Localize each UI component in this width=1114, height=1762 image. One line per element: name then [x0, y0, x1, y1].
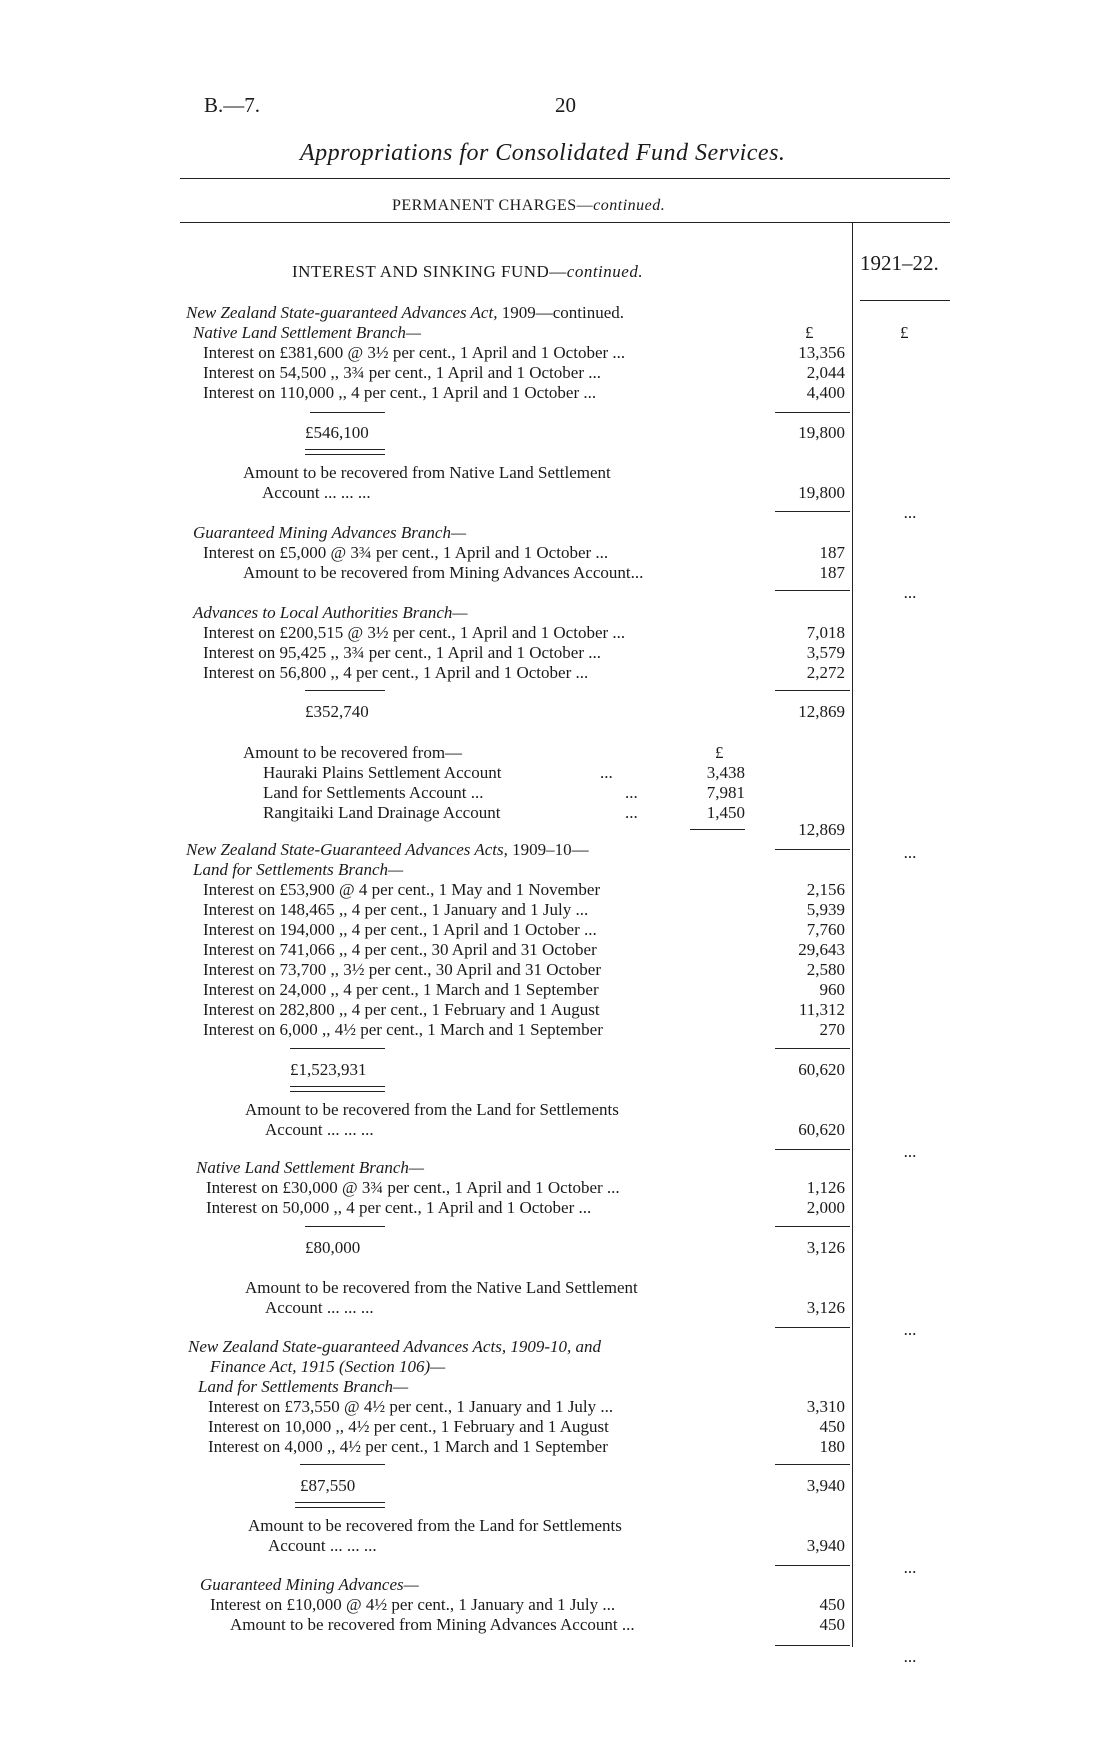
principal-total: £1,523,931 [290, 1060, 367, 1079]
table-row: Interest on 4,000 ,, 4½ per cent., 1 March and 1 September [208, 1437, 608, 1456]
row-amount: 3,579 [806, 643, 845, 662]
row-amount: 187 [819, 563, 845, 582]
recovery-amount: 3,940 [806, 1536, 845, 1555]
ellipsis: ... [903, 843, 917, 862]
block-4-branch: Land for Settlements Branch— [193, 860, 404, 879]
principal-total: £80,000 [305, 1238, 361, 1257]
table-row: Interest on 24,000 ,, 4 per cent., 1 March and 1 September [203, 980, 599, 999]
table-row: Interest on £5,000 @ 3¾ per cent., 1 April and 1 October ... [203, 543, 609, 562]
recovery-text: Amount to be recovered from the Land for Settlements [245, 1100, 619, 1119]
pound-symbol: £ [715, 743, 724, 762]
section-subtitle: PERMANENT CHARGES—continued. [392, 197, 666, 214]
table-row: Interest on £73,550 @ 4½ per cent., 1 January and 1 July ... [208, 1397, 614, 1416]
row-amount: 3,310 [806, 1397, 845, 1416]
block-6-title: Finance Act, 1915 (Section 106)— [210, 1357, 446, 1376]
recovery-text: Account ... ... ... [268, 1536, 377, 1555]
block-6-title: New Zealand State-guaranteed Advances Acts, 1909-10, and [188, 1337, 601, 1356]
pound-symbol: £ [900, 323, 909, 342]
block-total: 19,800 [798, 423, 845, 442]
row-amount: 11,312 [798, 1000, 845, 1019]
row-amount: 960 [819, 980, 845, 999]
block-total: 60,620 [798, 1060, 845, 1079]
block-2-branch: Guaranteed Mining Advances Branch— [193, 523, 467, 542]
block-4-title: New Zealand State-Guaranteed Advances Acts, 1909–10— [186, 840, 589, 859]
block-1-title: New Zealand State-guaranteed Advances Act, 1909—continued. [186, 303, 625, 322]
table-row: Interest on 110,000 ,, 4 per cent., 1 April and 1 October ... [203, 383, 597, 402]
ellipsis: ... [903, 1142, 917, 1161]
recovery-amount: 3,126 [806, 1298, 845, 1317]
row-amount: 4,400 [806, 383, 845, 402]
recovery-item-dots: ... [625, 803, 638, 822]
recovery-text: Account ... ... ... [262, 483, 371, 502]
table-row: Interest on 56,800 ,, 4 per cent., 1 April and 1 October ... [203, 663, 589, 682]
row-amount: 2,580 [806, 960, 845, 979]
table-row: Interest on 54,500 ,, 3¾ per cent., 1 April and 1 October ... [203, 363, 601, 382]
row-amount: 2,272 [806, 663, 845, 682]
recovery-item-amount: 3,438 [706, 763, 745, 782]
recovery-amount: 60,620 [798, 1120, 845, 1139]
table-row: Interest on 50,000 ,, 4 per cent., 1 April and 1 October ... [206, 1198, 592, 1217]
table-row: Interest on 741,066 ,, 4 per cent., 30 April and 31 October [203, 940, 597, 959]
principal-total: £546,100 [305, 423, 369, 442]
row-amount: 450 [819, 1595, 845, 1614]
recovery-item-name: Land for Settlements Account ... [263, 783, 484, 802]
block-6-branch: Land for Settlements Branch— [198, 1377, 409, 1396]
table-row: Interest on 73,700 ,, 3½ per cent., 30 April and 31 October [203, 960, 601, 979]
table-row: Interest on 6,000 ,, 4½ per cent., 1 March and 1 September [203, 1020, 603, 1039]
recovery-text: Account ... ... ... [265, 1298, 374, 1317]
recovery-text: Amount to be recovered from Native Land Settlement [243, 463, 611, 482]
row-amount: 7,760 [806, 920, 845, 939]
table-row: Interest on £200,515 @ 3½ per cent., 1 April and 1 October ... [203, 623, 626, 642]
row-amount: 2,156 [806, 880, 845, 899]
block-5-branch: Native Land Settlement Branch— [196, 1158, 425, 1177]
recovery-item-amount: 1,450 [706, 803, 745, 822]
ellipsis: ... [903, 1558, 917, 1577]
table-row: Amount to be recovered from Mining Advances Account... [243, 563, 644, 582]
principal-total: £352,740 [305, 702, 369, 721]
row-amount: 450 [819, 1615, 845, 1634]
table-row: Interest on 148,465 ,, 4 per cent., 1 January and 1 July ... [203, 900, 589, 919]
ellipsis: ... [903, 1320, 917, 1339]
block-1-branch: Native Land Settlement Branch— [193, 323, 422, 342]
recovery-text: Amount to be recovered from the Native Land Settlement [245, 1278, 638, 1297]
row-amount: 180 [819, 1437, 845, 1456]
row-amount: 270 [819, 1020, 845, 1039]
recovery-item-dots: ... [600, 763, 613, 782]
recovery-text: Amount to be recovered from the Land for Settlements [248, 1516, 622, 1535]
row-amount: 5,939 [806, 900, 845, 919]
recovery-heading: Amount to be recovered from— [243, 743, 463, 762]
table-row: Interest on 95,425 ,, 3¾ per cent., 1 April and 1 October ... [203, 643, 601, 662]
block-total: 3,940 [806, 1476, 845, 1495]
row-amount: 2,044 [806, 363, 845, 382]
recovery-item-name: Rangitaiki Land Drainage Account [263, 803, 501, 822]
table-row: Interest on 194,000 ,, 4 per cent., 1 April and 1 October ... [203, 920, 597, 939]
block-3-branch: Advances to Local Authorities Branch— [193, 603, 468, 622]
row-amount: 7,018 [806, 623, 845, 642]
page-number: 20 [555, 93, 576, 117]
recovery-amount: 12,869 [798, 820, 845, 839]
pound-symbol: £ [805, 323, 814, 342]
recovery-amount: 19,800 [798, 483, 845, 502]
recovery-item-name: Hauraki Plains Settlement Account [263, 763, 502, 782]
page-title: Appropriations for Consolidated Fund Services. [300, 140, 786, 166]
block-total: 3,126 [806, 1238, 845, 1257]
table-row: Interest on £30,000 @ 3¾ per cent., 1 April and 1 October ... [206, 1178, 620, 1197]
row-amount: 450 [819, 1417, 845, 1436]
ellipsis: ... [903, 583, 917, 602]
principal-total: £87,550 [300, 1476, 356, 1495]
row-amount: 29,643 [798, 940, 845, 959]
row-amount: 13,356 [798, 343, 845, 362]
table-row: Interest on 10,000 ,, 4½ per cent., 1 February and 1 August [208, 1417, 609, 1436]
block-7-branch: Guaranteed Mining Advances— [200, 1575, 419, 1594]
row-amount: 187 [819, 543, 845, 562]
ellipsis: ... [903, 1647, 917, 1666]
row-amount: 1,126 [806, 1178, 845, 1197]
table-row: Interest on £381,600 @ 3½ per cent., 1 April and 1 October ... [203, 343, 626, 362]
row-amount: 2,000 [806, 1198, 845, 1217]
recovery-item-amount: 7,981 [706, 783, 745, 802]
recovery-text: Account ... ... ... [265, 1120, 374, 1139]
section-heading: INTEREST AND SINKING FUND—continued. [292, 262, 644, 281]
ellipsis: ... [903, 503, 917, 522]
table-row: Interest on £53,900 @ 4 per cent., 1 May and 1 November [203, 880, 601, 899]
block-total: 12,869 [798, 702, 845, 721]
table-row: Amount to be recovered from Mining Advances Account ... [230, 1615, 635, 1634]
table-row: Interest on 282,800 ,, 4 per cent., 1 February and 1 August [203, 1000, 600, 1019]
table-row: Interest on £10,000 @ 4½ per cent., 1 January and 1 July ... [210, 1595, 616, 1614]
year-header: 1921–22. [860, 251, 939, 275]
recovery-item-dots: ... [625, 783, 638, 802]
document-reference: B.—7. [204, 93, 261, 117]
